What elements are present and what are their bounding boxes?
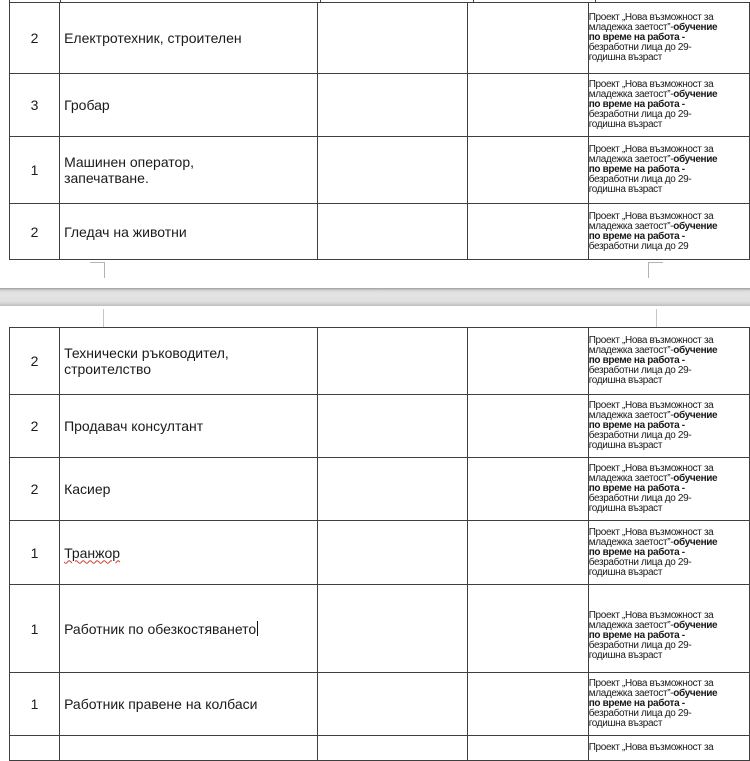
job-title: Електротехник, строителен	[64, 30, 242, 46]
count-cell[interactable]	[10, 204, 60, 260]
empty-cell[interactable]	[468, 3, 588, 74]
job-title-cell[interactable]	[60, 673, 318, 736]
empty-cell[interactable]	[317, 137, 468, 204]
project-note-cell[interactable]: Проект „Нова възможност за младежка заетост”-обучение по време на работа - безработни лица до 29- годишна възраст	[588, 395, 749, 458]
table-row	[10, 74, 750, 137]
empty-cell[interactable]	[317, 673, 468, 736]
table-row	[10, 137, 750, 204]
empty-cell[interactable]	[468, 521, 588, 585]
margin-mark-bottom-right	[648, 262, 663, 278]
job-title: Машинен оператор, запечатване.	[64, 154, 195, 186]
empty-cell[interactable]	[468, 74, 588, 137]
count-cell[interactable]	[10, 673, 60, 736]
text-cursor	[257, 621, 258, 636]
vacancy-count: 1	[30, 162, 39, 178]
empty-cell[interactable]	[317, 585, 468, 673]
job-title	[60, 621, 276, 637]
job-title-cell[interactable]	[60, 204, 318, 260]
table-row	[10, 328, 750, 395]
empty-cell[interactable]	[317, 736, 468, 761]
empty-cell[interactable]	[468, 328, 588, 395]
empty-cell[interactable]	[317, 204, 468, 260]
table-row	[10, 736, 750, 761]
job-title-cell[interactable]	[60, 521, 318, 585]
job-title-cell[interactable]	[60, 328, 318, 395]
count-cell[interactable]	[10, 585, 60, 673]
count-cell[interactable]	[10, 74, 60, 137]
job-title-cell[interactable]	[60, 137, 318, 204]
table-row	[10, 673, 750, 736]
job-title-cell[interactable]	[60, 736, 318, 761]
job-title: Продавач консултант	[64, 418, 204, 434]
empty-cell[interactable]	[468, 585, 588, 673]
count-cell[interactable]	[10, 395, 60, 458]
job-title: Работник правене на колбаси	[64, 696, 258, 712]
job-title: Касиер	[64, 481, 111, 497]
vacancies-table-page1	[9, 2, 750, 260]
vacancy-count: 2	[30, 223, 39, 240]
empty-cell[interactable]	[468, 736, 588, 761]
project-note-cell[interactable]: Проект „Нова възможност за младежка заетост”-обучение по време на работа - безработни лица до 29	[588, 204, 749, 260]
empty-cell[interactable]	[317, 74, 468, 137]
table-row	[10, 585, 750, 673]
empty-cell[interactable]	[317, 458, 468, 521]
margin-mark-top-left	[103, 309, 104, 327]
empty-cell[interactable]	[468, 204, 588, 260]
count-cell[interactable]	[10, 328, 60, 395]
empty-cell[interactable]	[468, 395, 588, 458]
job-title: Технически ръководител, строителство	[64, 345, 229, 377]
project-note-cell[interactable]: Проект „Нова възможност за младежка заетост”-обучение по време на работа - безработни лица до 29- годишна възраст	[588, 458, 749, 521]
job-title-cell[interactable]	[60, 585, 318, 673]
vacancy-count: 1	[30, 544, 39, 561]
count-cell[interactable]	[10, 458, 60, 521]
count-cell[interactable]	[10, 521, 60, 585]
count-cell[interactable]	[10, 3, 60, 74]
vacancies-table-page2	[9, 327, 750, 761]
empty-cell[interactable]	[317, 395, 468, 458]
project-note-cell[interactable]: Проект „Нова възможност за младежка заетост”-обучение по време на работа - безработни лица до 29- годишна възраст	[588, 137, 749, 204]
vacancy-count: 1	[30, 620, 39, 637]
job-title-cell[interactable]	[60, 395, 318, 458]
vacancy-count: 1	[30, 696, 39, 712]
table-row	[10, 3, 750, 74]
job-title-misspelled: Транжор	[64, 544, 121, 561]
margin-mark-bottom-left	[90, 262, 105, 278]
empty-cell[interactable]	[317, 521, 468, 585]
vacancy-count: 2	[30, 481, 39, 497]
empty-cell[interactable]	[468, 458, 588, 521]
margin-mark-top-right	[656, 309, 657, 327]
empty-cell[interactable]	[317, 328, 468, 395]
table-row	[10, 395, 750, 458]
job-title-text: Работник по обезкостяването	[64, 620, 257, 637]
vacancy-count: 2	[30, 418, 39, 434]
table-row	[10, 204, 750, 260]
job-title-cell[interactable]	[60, 458, 318, 521]
count-cell[interactable]	[10, 736, 60, 761]
job-title: Гледач на животни	[64, 223, 187, 240]
count-cell[interactable]	[10, 137, 60, 204]
job-title: Гробар	[64, 97, 110, 113]
project-note-cell[interactable]: Проект „Нова възможност за	[588, 736, 749, 761]
project-note-cell[interactable]: Проект „Нова възможност за младежка заетост”-обучение по време на работа - безработни лица до 29- годишна възраст	[588, 74, 749, 137]
vacancy-count: 2	[30, 353, 39, 369]
page-break-band[interactable]	[0, 288, 750, 306]
table-row	[10, 458, 750, 521]
project-note-cell[interactable]: Проект „Нова възможност за младежка заетост”-обучение по време на работа - безработни лица до 29- годишна възраст	[588, 328, 749, 395]
job-title-cell[interactable]	[60, 3, 318, 74]
empty-cell[interactable]	[317, 3, 468, 74]
empty-cell[interactable]	[468, 137, 588, 204]
project-note-cell[interactable]: Проект „Нова възможност за младежка заетост”-обучение по време на работа - безработни лица до 29- годишна възраст	[588, 585, 749, 673]
empty-cell[interactable]	[468, 673, 588, 736]
vacancy-count: 2	[30, 30, 39, 46]
vacancy-count: 3	[30, 97, 39, 113]
table-row	[10, 521, 750, 585]
job-title-cell[interactable]	[60, 74, 318, 137]
project-note-cell[interactable]: Проект „Нова възможност за младежка заетост”-обучение по време на работа - безработни лица до 29- годишна възраст	[588, 673, 749, 736]
project-note-cell[interactable]: Проект „Нова възможност за младежка заетост”-обучение по време на работа - безработни лица до 29- годишна възраст	[588, 521, 749, 585]
project-note-cell[interactable]: Проект „Нова възможност за младежка заетост”-обучение по време на работа - безработни лица до 29- годишна възраст	[588, 3, 749, 74]
